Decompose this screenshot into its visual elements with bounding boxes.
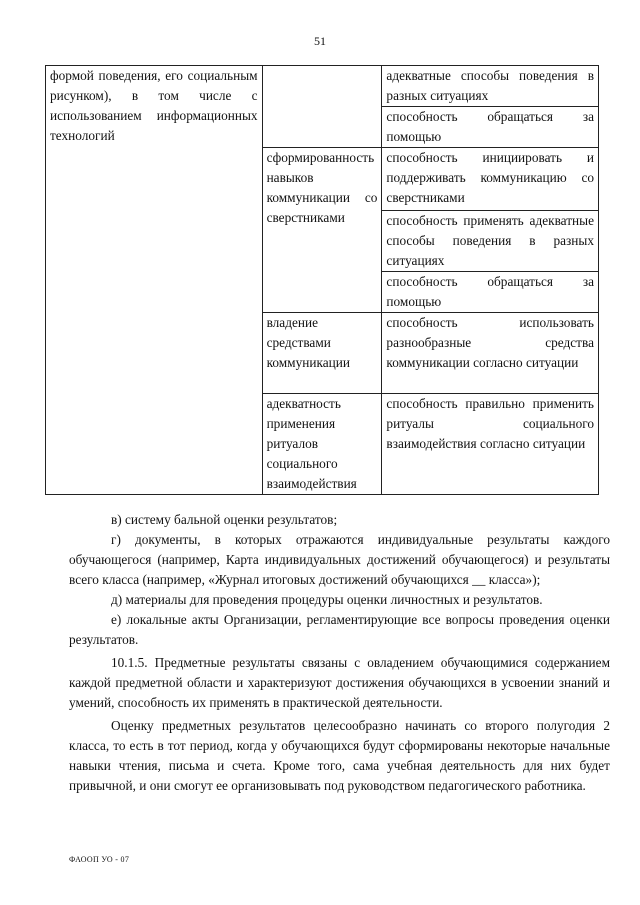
table-cell-criterion: способность инициировать и поддерживать коммуникацию со сверстниками [382, 148, 599, 211]
page-number: 51 [314, 34, 326, 48]
table-cell-criterion: способность правильно применить ритуалы социального взаимодействия согласно ситуации [382, 394, 599, 495]
table-cell-criterion: способность обращаться за помощью [382, 107, 599, 148]
table-cell-indicator [262, 66, 382, 148]
paragraph: Оценку предметных результатов целесообразно начинать со второго полугодия 2 класса, то есть в тот период, когда у обучающихся будут сформированы некоторые начальные навыки чтения, письма и счета. Кроме того, сама учебная деятельность для них будет привычной, и они смогут ее организовывать под руководством педагогического работника. [69, 718, 610, 793]
paragraph: 10.1.5. Предметные результаты связаны с овладением обучающимися содержанием каждой предметной области и характеризуют достижения обучающихся в усвоении знаний и умений, способность их применять в практической деятельности. [69, 655, 610, 710]
paragraph: в) систему бальной оценки результатов; [111, 512, 338, 527]
table-row [46, 66, 599, 107]
table-cell-indicator: владение средствами коммуникации [262, 313, 382, 394]
table-cell-criterion: способность применять адекватные способы поведения в разных ситуациях [382, 211, 599, 272]
document-code-footer: ФАООП УО - 07 [69, 855, 130, 864]
table-cell-area: формой поведения, его социальным рисунком), в том числе с использованием информационных технологий [46, 66, 263, 495]
table-cell-indicator: сформированность навыков коммуникации со сверстниками [262, 148, 382, 313]
table-cell-criterion: адекватные способы поведения в разных ситуациях [382, 66, 599, 107]
table-cell-indicator: адекватность применения ритуалов социального взаимодействия [262, 394, 382, 495]
table-cell-criterion: способность использовать разнообразные средства коммуникации согласно ситуации [382, 313, 599, 394]
paragraph: г) документы, в которых отражаются индивидуальные результаты каждого обучающегося (например, Карта индивидуальных достижений обучающегося) и результаты всего класса (например, «Журнал итоговых достижений обучающихся __ класса»); [69, 532, 610, 587]
table-cell-criterion: способность обращаться за помощью [382, 272, 599, 313]
paragraph: е) локальные акты Организации, регламентирующие все вопросы проведения оценки результатов. [69, 612, 610, 647]
assessment-table [45, 65, 599, 495]
body-text [69, 510, 610, 796]
paragraph: д) материалы для проведения процедуры оценки личностных и результатов. [111, 592, 543, 607]
